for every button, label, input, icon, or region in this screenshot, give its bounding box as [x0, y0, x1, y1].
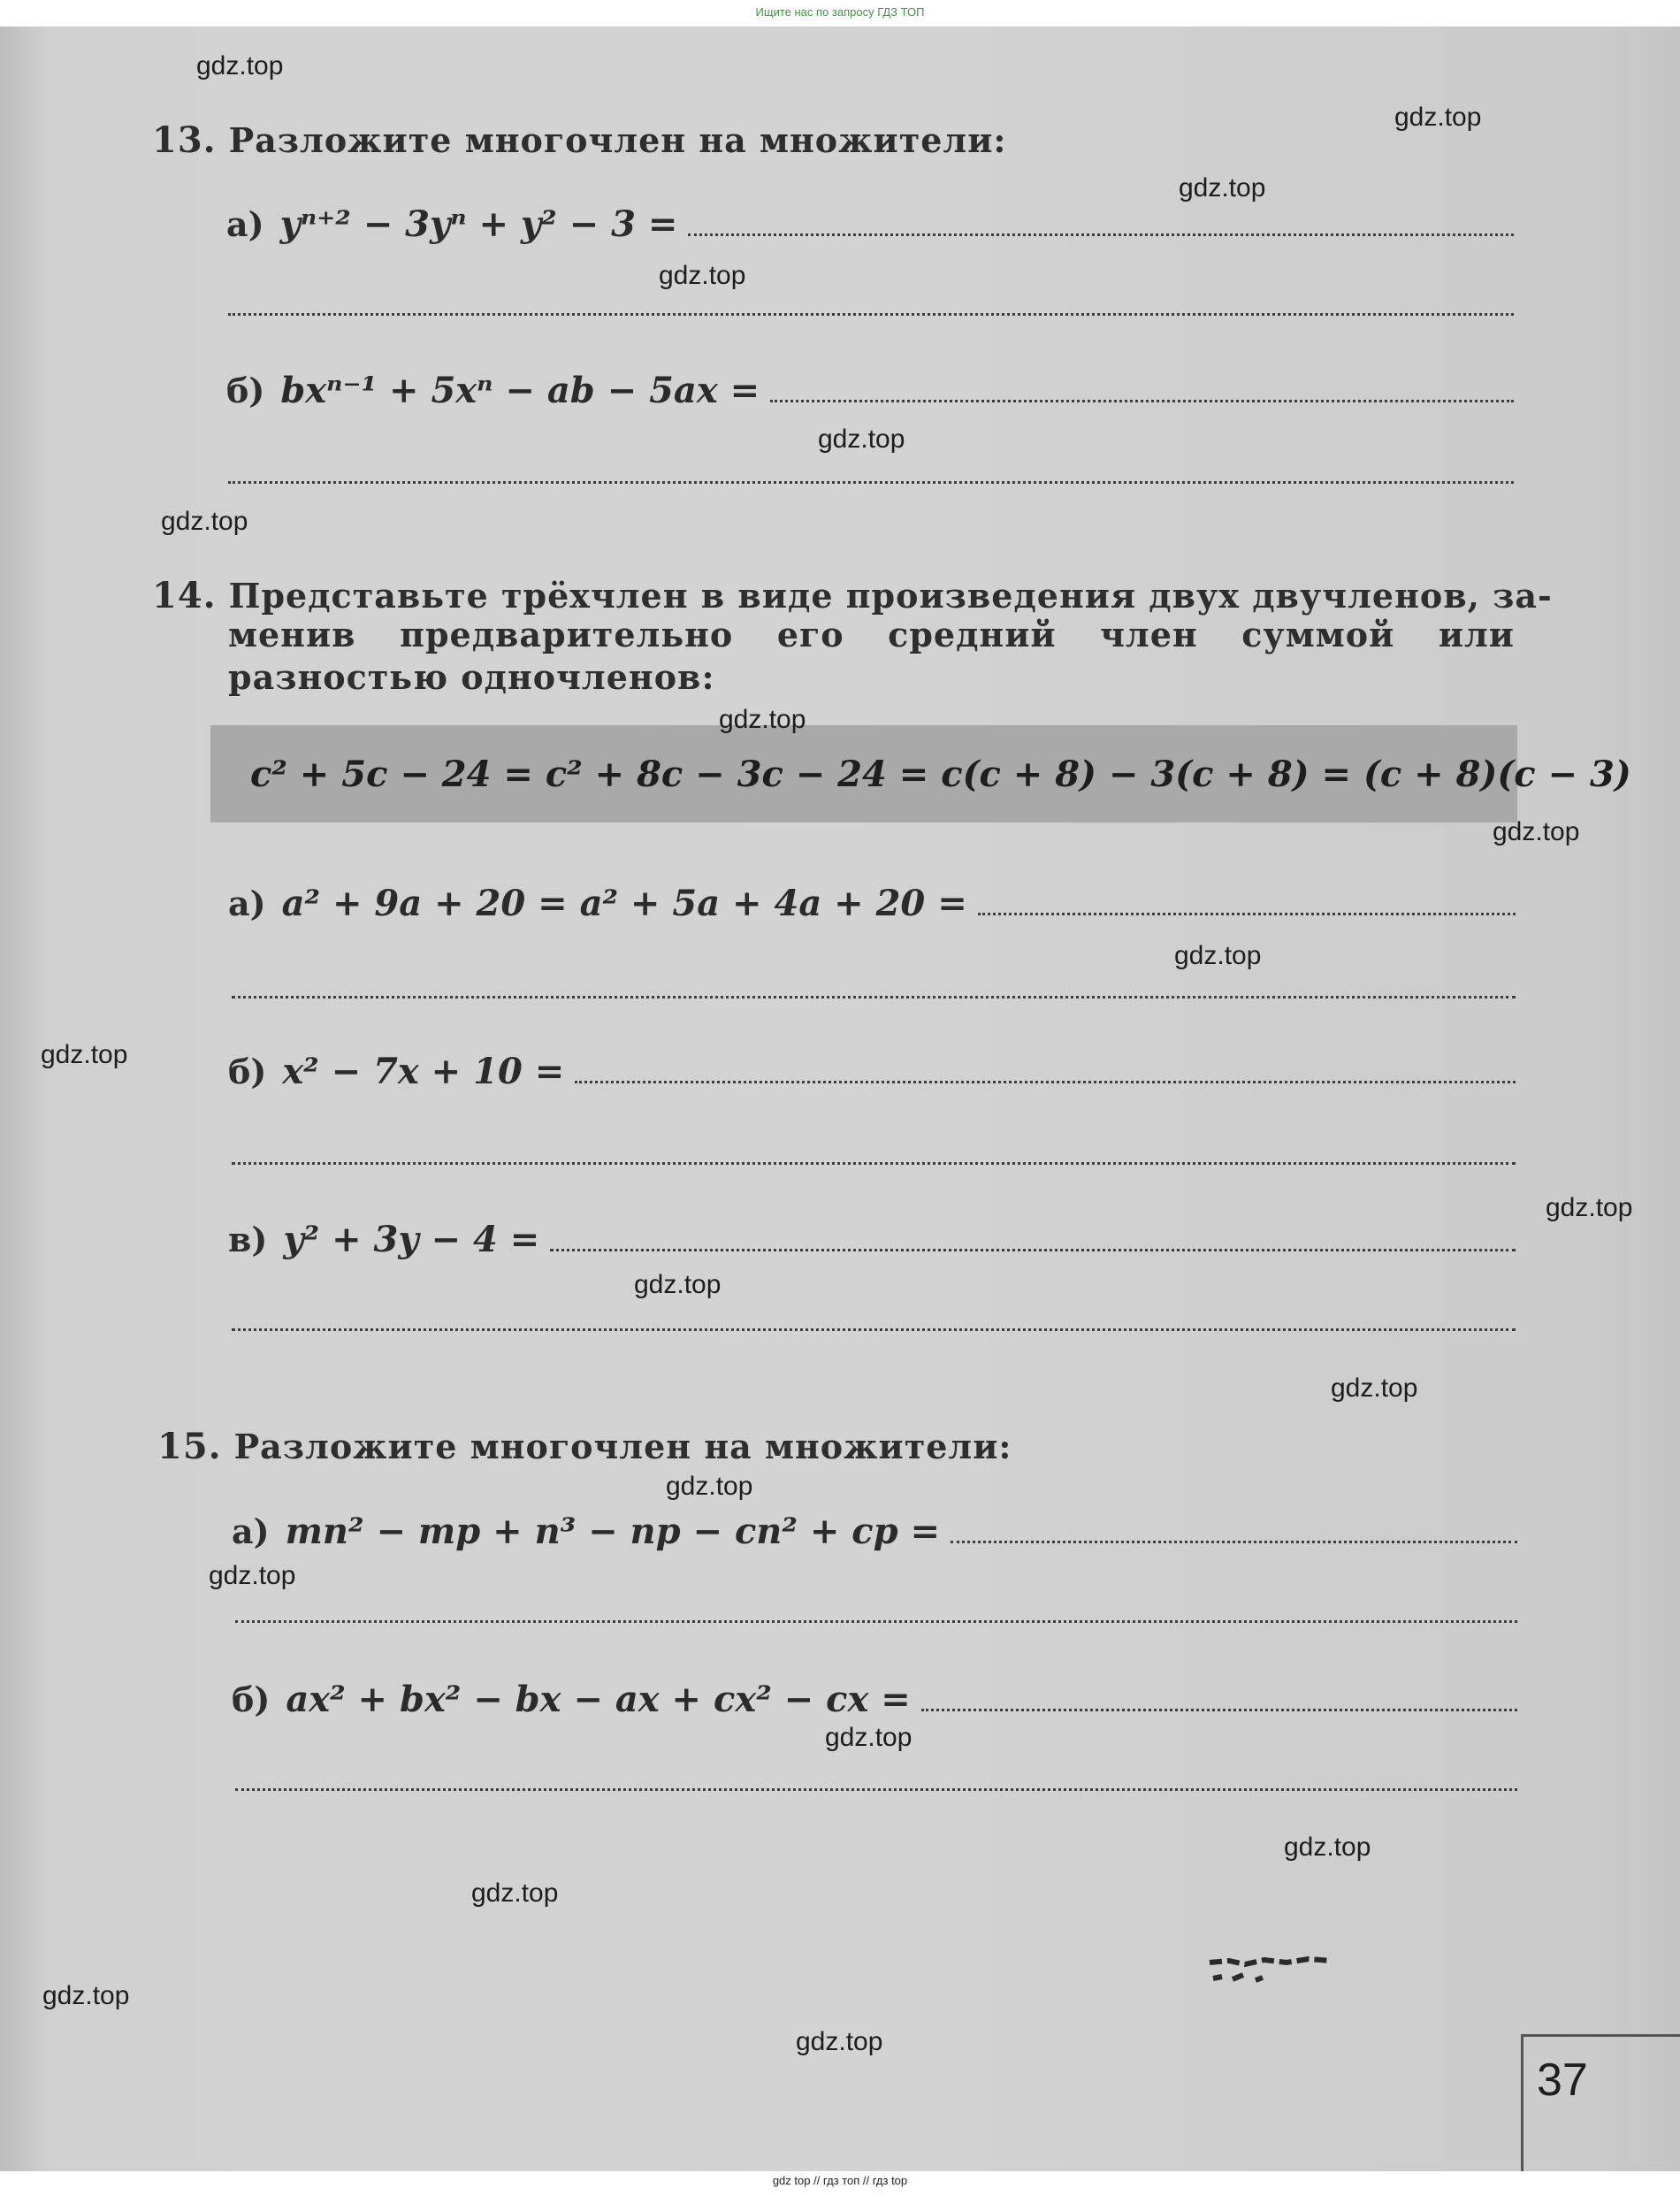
- task-15-number: 15.: [157, 1426, 222, 1467]
- task-13-heading: [152, 119, 1006, 161]
- task-13b: [226, 370, 1514, 411]
- page-number: 37: [1537, 2054, 1588, 2106]
- task-15b-answer-line[interactable]: [921, 1705, 1517, 1711]
- task-14-body: менив предварительно его средний член суммой или разностью одночленов:: [228, 615, 1515, 697]
- watermark: gdz.top: [1174, 941, 1262, 970]
- task-14b-answer-line[interactable]: [575, 1077, 1516, 1083]
- watermark: gdz.top: [42, 1981, 130, 2010]
- task-15b-label: б): [232, 1680, 271, 1719]
- watermark: gdz.top: [1331, 1373, 1418, 1403]
- workbook-page: [0, 27, 1680, 2171]
- task-14c: [228, 1219, 1516, 1260]
- task-15b-expression: ax² + bx² − bx − ax + cx² − cx =: [286, 1679, 911, 1720]
- task-14-heading: [152, 575, 1553, 616]
- watermark: gdz.top: [209, 1561, 296, 1590]
- top-note: Ищите нас по запросу ГДЗ ТОП: [755, 5, 925, 19]
- task-13a-label: а): [226, 204, 264, 244]
- task-15a-expression: mn² − mp + n³ − np − cn² + cp =: [285, 1511, 941, 1552]
- task-14c-answer-line[interactable]: [550, 1245, 1516, 1251]
- task-15-heading: [157, 1426, 1012, 1467]
- watermark: gdz.top: [818, 425, 905, 454]
- watermark: gdz.top: [659, 261, 746, 290]
- task-14-example: c² + 5c − 24 = c² + 8c − 3c − 24 = c(c + 8) − 3(c + 8) = (c + 8)(c − 3): [250, 753, 1631, 795]
- task-14c-label: в): [228, 1220, 268, 1259]
- task-14b-answer-line-2[interactable]: [232, 1160, 1516, 1165]
- ink-smudge: [1203, 1950, 1335, 1990]
- watermark: gdz.top: [41, 1040, 128, 1069]
- watermark: gdz.top: [471, 1878, 559, 1908]
- task-13a-answer-line[interactable]: [688, 230, 1514, 236]
- task-15b-answer-line-2[interactable]: [235, 1787, 1517, 1791]
- watermark: gdz.top: [719, 705, 806, 734]
- task-13b-expression: bxⁿ⁻¹ + 5xⁿ − ab − 5ax =: [280, 370, 760, 411]
- task-15a-label: а): [232, 1511, 270, 1551]
- task-15a-answer-line[interactable]: [951, 1537, 1517, 1543]
- task-13a-expression: yⁿ⁺² − 3yⁿ + y² − 3 =: [279, 203, 678, 245]
- watermark: gdz.top: [1546, 1193, 1633, 1222]
- bottom-note: gdz top // гдз топ // гдз top: [772, 2174, 908, 2187]
- task-14b: [228, 1051, 1516, 1092]
- task-13a: [226, 203, 1514, 245]
- task-15a: [232, 1511, 1517, 1552]
- watermark: gdz.top: [666, 1472, 753, 1501]
- watermark: gdz.top: [1284, 1833, 1371, 1862]
- task-15b: [232, 1679, 1517, 1720]
- task-14c-answer-line-2[interactable]: [232, 1327, 1516, 1331]
- task-14c-expression: y² + 3y − 4 =: [283, 1219, 540, 1260]
- watermark: gdz.top: [161, 507, 248, 536]
- task-14a-expression: a² + 9a + 20 = a² + 5a + 4a + 20 =: [281, 883, 967, 924]
- task-14a-answer-line-2[interactable]: [232, 994, 1516, 999]
- task-13-number: 13.: [152, 119, 217, 161]
- watermark: gdz.top: [196, 51, 284, 80]
- task-14b-label: б): [228, 1052, 267, 1091]
- task-14a-label: а): [228, 884, 266, 923]
- task-14a-answer-line[interactable]: [978, 909, 1516, 915]
- task-15-title: Разложите многочлен на множители:: [233, 1427, 1012, 1466]
- watermark: gdz.top: [1179, 173, 1266, 203]
- task-14-number: 14.: [152, 575, 217, 616]
- watermark: gdz.top: [825, 1723, 913, 1752]
- task-13b-label: б): [226, 371, 265, 410]
- watermark: gdz.top: [1394, 103, 1482, 132]
- task-14-title: Представьте трёхчлен в виде произведения двух двучленов, за-: [228, 576, 1553, 616]
- watermark: gdz.top: [796, 2027, 883, 2056]
- task-14-example-box: [210, 725, 1631, 823]
- watermark: gdz.top: [634, 1270, 722, 1299]
- task-15a-answer-line-2[interactable]: [235, 1618, 1517, 1623]
- task-13b-answer-line-2[interactable]: [228, 479, 1514, 484]
- task-14b-expression: x² − 7x + 10 =: [282, 1051, 565, 1092]
- task-13-title: Разложите многочлен на множители:: [228, 120, 1007, 160]
- watermark: gdz.top: [1493, 817, 1580, 846]
- task-13b-answer-line[interactable]: [770, 396, 1514, 402]
- task-14a: [228, 883, 1516, 924]
- task-13a-answer-line-2[interactable]: [228, 311, 1514, 316]
